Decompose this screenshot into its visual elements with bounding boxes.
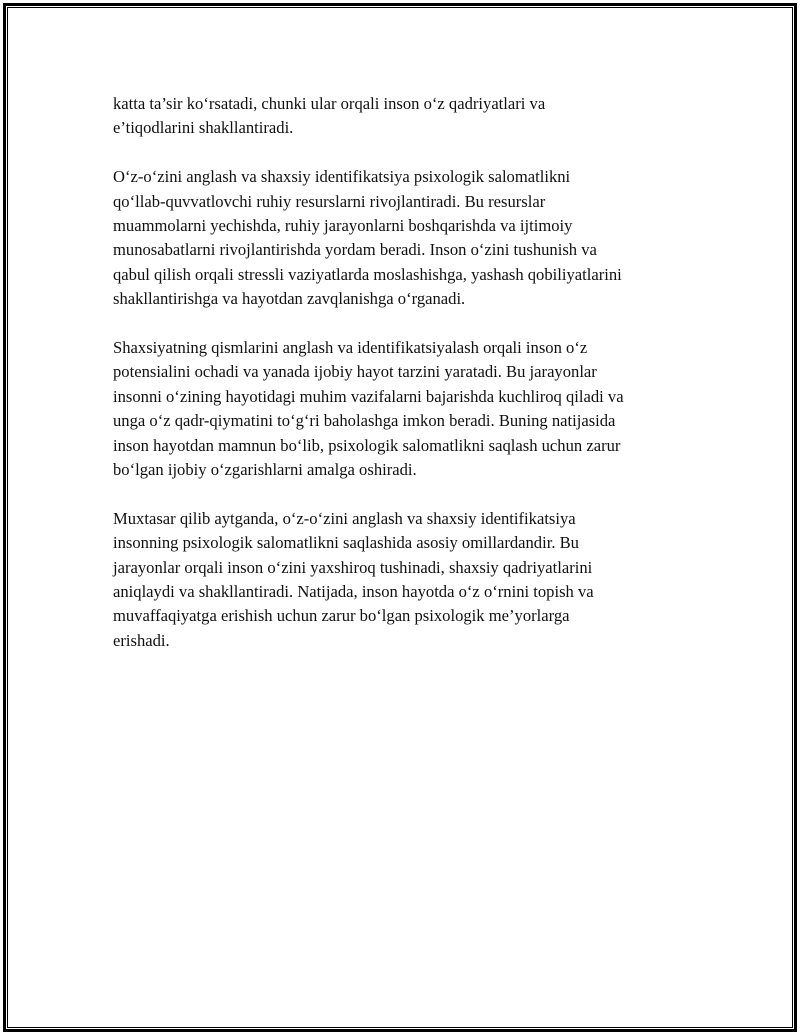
document-body: [113, 92, 688, 678]
paragraph-1: katta ta’sir ko‘rsatadi, chunki ular orqali inson o‘z qadriyatlari va e’tiqodlarini shakllantiradi.: [113, 94, 546, 138]
paragraph-2: O‘z-o‘zini anglash va shaxsiy identifikatsiya psixologik salomatlikni qo‘llab-quvvatlovchi ruhiy resurslarni rivojlantiradi. Bu resurslar muammolarni yechishda, ruhiy jarayonlarni boshqarishda va ijtimoiy munosabatlarni rivojlantirishda yordam beradi. Inson o‘zini tushunish va qabul qilish orqali stressli vaziyatlarda moslashishga, yashash qobiliyatlarini shakllantirishga va hayotdan zavqlanishga o‘rganadi.: [113, 167, 622, 309]
paragraph-3: Shaxsiyatning qismlarini anglash va identifikatsiyalash orqali inson o‘z potensialini ochadi va yanada ijobiy hayot tarzini yaratadi. Bu jarayonlar insonni o‘zining hayotidagi muhim vazifalarni bajarishda kuchliroq qiladi va unga o‘z qadr-qiymatini to‘g‘ri baholashga imkon beradi. Buning natijasida inson hayotdan mamnun bo‘lib, psixologik salomatlikni saqlash uchun zarur bo‘lgan ijobiy o‘zgarishlarni amalga oshiradi.: [113, 338, 624, 480]
paragraph-4: Muxtasar qilib aytganda, o‘z-o‘zini anglash va shaxsiy identifikatsiya insonning psixologik salomatlikni saqlashida asosiy omillardandir. Bu jarayonlar orqali inson o‘zini yaxshiroq tushinadi, shaxsiy qadriyatlarini aniqlaydi va shakllantiradi. Natijada, inson hayotda o‘z o‘rnini topish va muvaffaqiyatga erishish uchun zarur bo‘lgan psixologik me’yorlarga erishadi.: [113, 508, 594, 650]
